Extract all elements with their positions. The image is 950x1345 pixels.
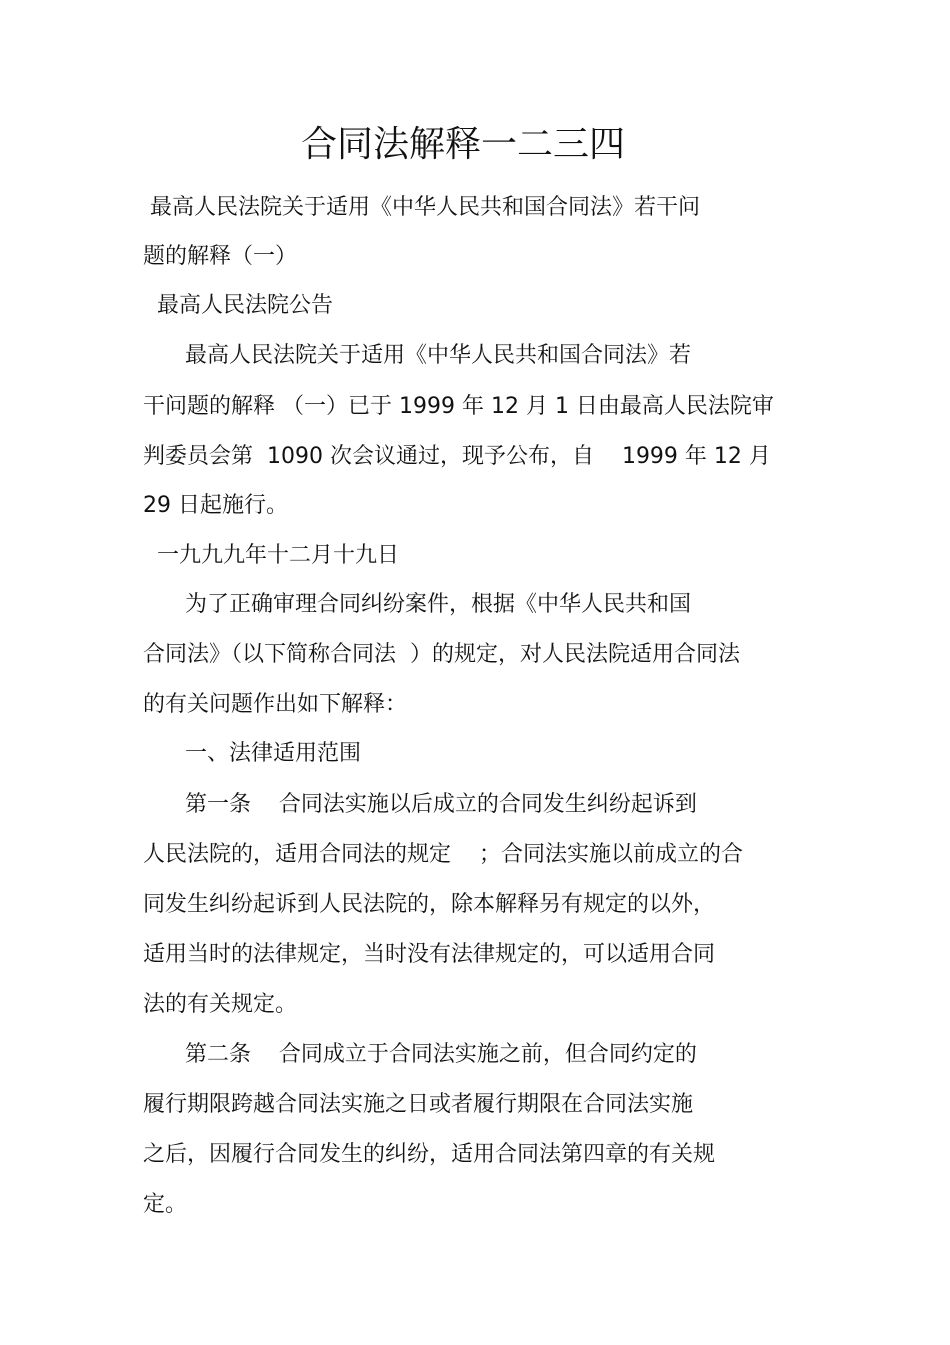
text-line: 履行期限跨越合同法实施之日或者履行期限在合同法实施 bbox=[143, 1092, 694, 1117]
text-line: 29 日起施行。 bbox=[143, 493, 288, 518]
text-line: 一九九九年十二月十九日 bbox=[143, 543, 399, 568]
text-line: 适用当时的法律规定，当时没有法律规定的，可以适用合同 bbox=[143, 942, 716, 967]
text-line: 之后，因履行合同发生的纠纷，适用合同法第四章的有关规 bbox=[143, 1142, 716, 1167]
text-line: 最高人民法院关于适用《中华人民共和国合同法》若 bbox=[143, 343, 691, 368]
text-line: 的有关问题作出如下解释： bbox=[143, 692, 408, 717]
document-title: 合同法解释一二三四 bbox=[300, 124, 625, 165]
text-line: 干问题的解释 （一）已于 1999 年 12 月 1 日由最高人民法院审 bbox=[143, 394, 774, 419]
text-line: 定。 bbox=[143, 1192, 188, 1217]
text-line: 最高人民法院关于适用《中华人民共和国合同法》若干问 bbox=[143, 195, 700, 220]
text-line: 人民法院的，适用合同法的规定 ；合同法实施以前成立的合 bbox=[143, 842, 743, 867]
text-line: 题的解释（一） bbox=[143, 244, 298, 269]
text-line: 第二条 合同成立于合同法实施之前，但合同约定的 bbox=[143, 1042, 697, 1067]
section-heading: 一、法律适用范围 bbox=[143, 741, 361, 766]
text-line: 同发生纠纷起诉到人民法院的，除本解释另有规定的以外， bbox=[143, 892, 716, 917]
text-line: 为了正确审理合同纠纷案件，根据《中华人民共和国 bbox=[143, 592, 691, 617]
text-line: 最高人民法院公告 bbox=[143, 293, 333, 318]
text-line: 判委员会第 1090 次会议通过，现予公布，自 1999 年 12 月 bbox=[143, 444, 771, 469]
text-line: 法的有关规定。 bbox=[143, 992, 298, 1017]
text-line: 第一条 合同法实施以后成立的合同发生纠纷起诉到 bbox=[143, 792, 697, 817]
text-line: 合同法》（以下简称合同法 ）的规定，对人民法院适用合同法 bbox=[143, 642, 740, 667]
